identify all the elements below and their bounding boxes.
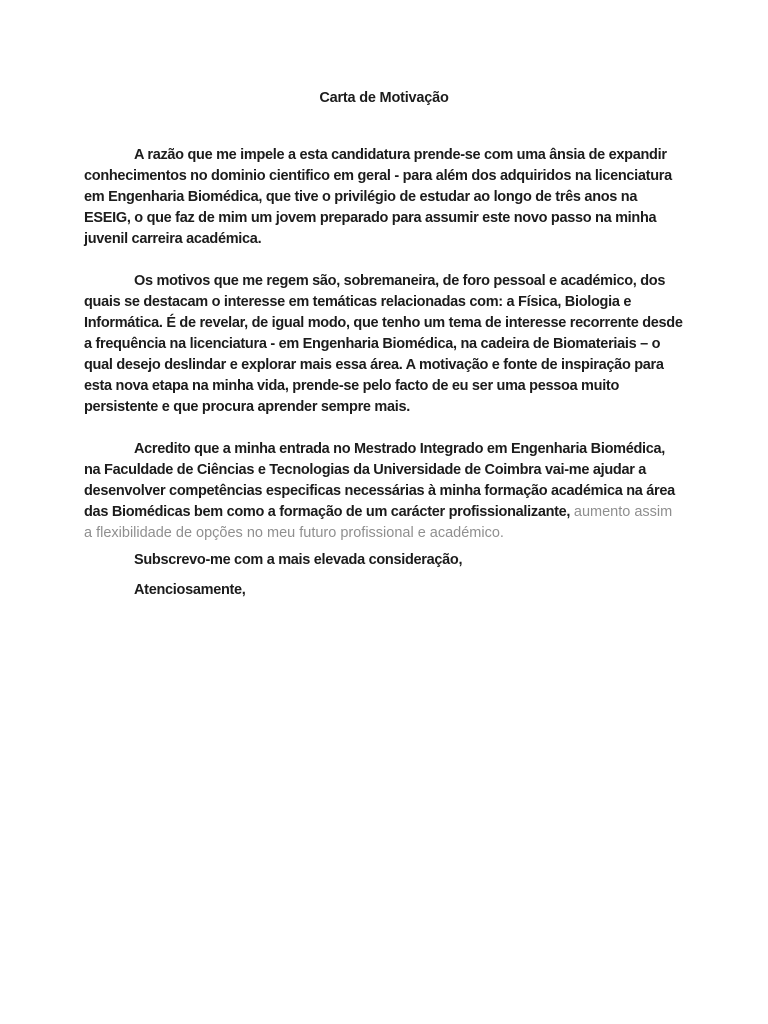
closing-salutation: Subscrevo-me com a mais elevada consideração, bbox=[134, 552, 463, 568]
paragraph-3 bbox=[84, 439, 684, 544]
paragraph-2: Os motivos que me regem são, sobremaneira, de foro pessoal e académico, dos quais se destacam o interesse em temáticas relacionadas com: a Física, Biologia e Informática. É de revelar, de igual modo, que tenho um tema de interesse recorrente desde a frequência na licenciatura - em Engenharia Biomédica, na cadeira de Biomateriais – o qual desejo deslindar e explorar mais essa área. A motivação e fonte de inspiração para esta nova etapa na minha vida, prende-se pelo facto de eu ser uma pessoa muito persistente e que procura aprender sempre mais. bbox=[84, 273, 683, 415]
paragraph-3-muted-run: aumento assim a flexibilidade de opções no meu futuro profissional e académico. bbox=[84, 504, 673, 541]
paragraph-3-bold-run: Acredito que a minha entrada no Mestrado Integrado em Engenharia Biomédica, na Faculdade de Ciências e Tecnologias da Universidade de Coimbra vai-me ajudar a desenvolver competências especificas necessárias à minha formação académica na área das Biomédicas bem como a formação de um carácter profissionalizante, bbox=[84, 441, 675, 520]
closing-signoff: Atenciosamente, bbox=[134, 582, 246, 598]
paragraph-1: A razão que me impele a esta candidatura prende-se com uma ânsia de expandir conhecimentos no dominio cientifico em geral - para além dos adquiridos na licenciatura em Engenharia Biomédica, que tive o privilégio de estudar ao longo de três anos na ESEIG, o que faz de mim um jovem preparado para assumir este novo passo na minha juvenil carreira académica. bbox=[84, 147, 672, 247]
document-title: Carta de Motivação bbox=[319, 90, 449, 106]
